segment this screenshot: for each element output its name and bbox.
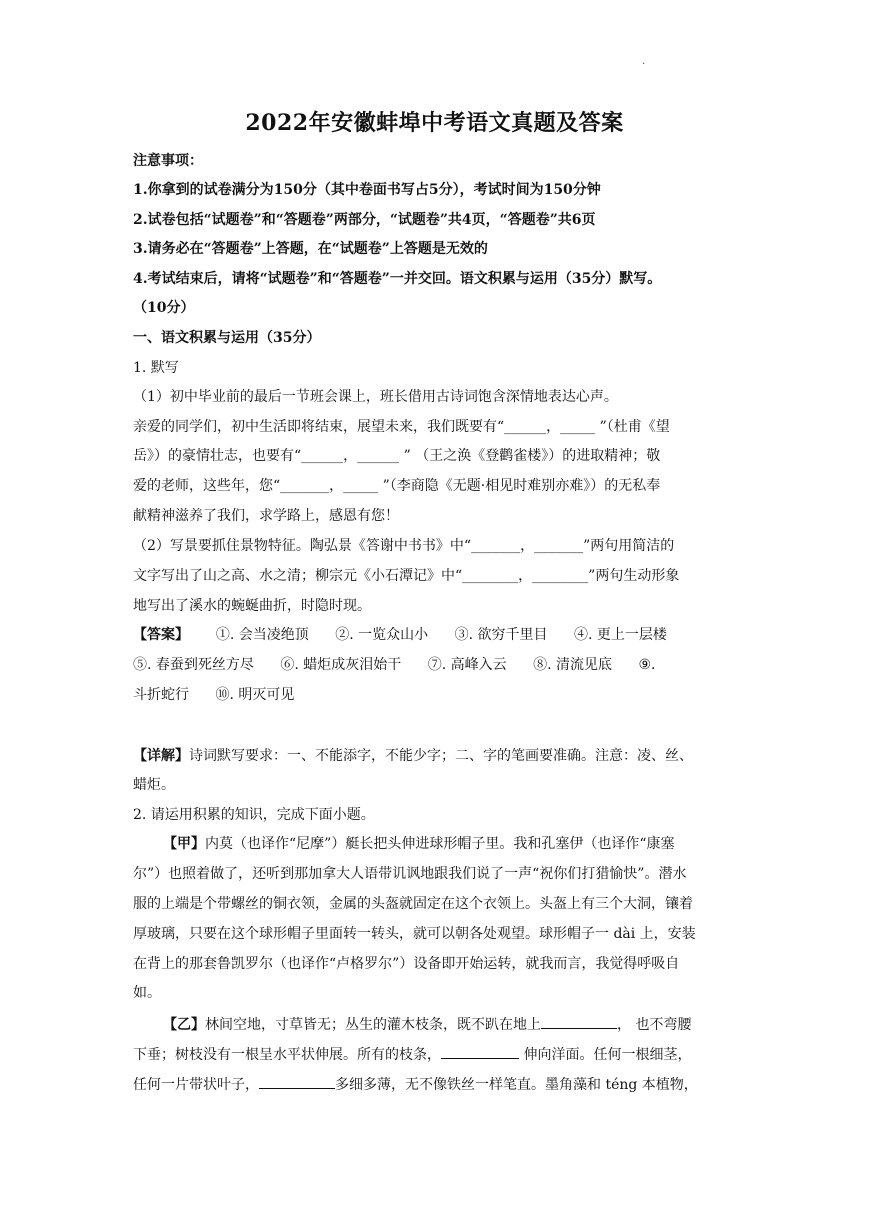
question-1-text-line: 爱的老师，这些年，您“_______，_____ ”（李商隐《无题·相见时难别亦难》）的无私奉: [133, 478, 661, 494]
section-heading: 一、语文积累与运用（35分）: [133, 330, 321, 346]
question-1-text-line: 地写出了溪水的蜿蜒曲折，时隐时现。: [133, 598, 371, 614]
passage-yi-text: 下垂；树枝没有一根呈水平状伸展。所有的枝条，: [133, 1047, 441, 1063]
answer-item: ⑦. 高峰入云: [427, 657, 507, 673]
notes-heading: 注意事项：: [133, 153, 203, 169]
question-1-text-line: （2）写景要抓住景物特征。陶弘景《答谢中书书》中“_______，_______”两句用简洁的: [133, 538, 675, 554]
passage-yi-text: 多细多薄，无不像铁丝一样笔直。墨角藻和 téng 本植物，: [335, 1077, 698, 1093]
jia-tag: 【甲】: [163, 836, 205, 852]
note-item-3: 3.请务必在“答题卷”上答题，在“试题卷”上答题是无效的: [133, 241, 488, 257]
top-mark: .: [642, 56, 646, 67]
answer-item: ⑨.: [638, 657, 656, 673]
passage-jia-line: 如。: [133, 985, 161, 1001]
answer-item: ⑩. 明灭可见: [215, 687, 295, 703]
passage-jia-line: 尔”）也照着做了，还听到那加拿大人语带讥讽地跟我们说了一声“祝你们打猎愉快”。潜水: [133, 866, 687, 882]
answer-item: ⑥. 蜡炬成灰泪始干: [280, 657, 402, 673]
passage-jia-line: 服的上端是个带螺丝的铜衣领，金属的头盔就固定在这个衣领上。头盔上有三个大洞，镶着: [133, 896, 693, 912]
answer-tag: 【答案】: [133, 627, 189, 643]
question-1-text-line: 岳》）的豪情壮志，也要有“______，______ ” （王之涣《登鹳雀楼》）的进取精神；敬: [133, 448, 661, 464]
detail-line-2: 蜡炬。: [133, 777, 175, 793]
answer-row-2: [133, 655, 677, 675]
question-1-label: 1. 默写: [133, 360, 179, 376]
passage-yi-text: 伸向洋面。任何一根细茎，: [519, 1047, 692, 1063]
answer-row-1: [133, 625, 689, 645]
passage-yi-line-1: [163, 1014, 691, 1035]
answer-item: ①. 会当凌绝顶: [215, 627, 309, 643]
fill-blank[interactable]: [259, 1074, 335, 1089]
question-1-text-line: 献精神滋养了我们，求学路上，感恩有您！: [133, 508, 399, 524]
detail-text: 诗词默写要求：一、不能添字，不能少字；二、字的笔画要准确。注意：凌、丝、: [189, 748, 693, 764]
note-item-1: 1.你拿到的试卷满分为150分（其中卷面书写占5分），考试时间为150分钟: [133, 182, 601, 198]
detail-line-1: [133, 746, 693, 766]
passage-jia-line: 在背上的那套鲁凯罗尔（也译作“卢格罗尔”）设备即开始运转，就我而言，我觉得呼吸自: [133, 956, 680, 972]
passage-yi-text: 林间空地，寸草皆无；丛生的灌木枝条，既不趴在地上: [205, 1017, 541, 1033]
yi-tag: 【乙】: [163, 1017, 205, 1033]
passage-jia-line-1: [163, 834, 674, 854]
passage-yi-text: 任何一片带状叶子，: [133, 1077, 259, 1093]
page-title: 2022年安徽蚌埠中考语文真题及答案: [245, 110, 624, 136]
note-item-2: 2.试卷包括“试题卷”和“答题卷”两部分，“试题卷”共4页，“答题卷”共6页: [133, 212, 596, 228]
question-1-text-line: 亲爱的同学们，初中生活即将结束，展望未来，我们既要有“______，_____ ”（杜甫《望: [133, 419, 670, 435]
passage-jia-text: 内莫（也译作“尼摩”）艇长把头伸进球形帽子里。我和孔塞伊（也译作“康塞: [205, 836, 675, 852]
answer-item: ⑤. 春蚕到死丝方尽: [133, 657, 254, 673]
fill-blank[interactable]: [441, 1044, 519, 1059]
passage-yi-text: ， 也不弯腰: [617, 1017, 692, 1033]
answer-row-3: [133, 685, 316, 705]
detail-tag: 【详解】: [133, 748, 189, 764]
question-2-label: 2. 请运用积累的知识，完成下面小题。: [133, 807, 375, 823]
passage-yi-line-3: [133, 1074, 698, 1095]
note-item-5: （10分）: [133, 300, 195, 316]
answer-item: ④. 更上一层楼: [573, 627, 667, 643]
passage-jia-line: 厚玻璃，只要在这个球形帽子里面转一转头，就可以朝各处观望。球形帽子一 dài 上，安装: [133, 926, 696, 942]
answer-item: ⑧. 清流见底: [533, 657, 612, 673]
answer-item: ③. 欲穷千里目: [454, 627, 548, 643]
answer-item: ②. 一览众山小: [335, 627, 429, 643]
answer-item: 斗折蛇行: [133, 687, 189, 703]
question-1-text-line: 文字写出了山之高、水之清；柳宗元《小石潭记》中“________，________”两句生动形象: [133, 568, 680, 584]
note-item-4: 4.考试结束后，请将“试题卷”和“答题卷”一并交回。语文积累与运用（35分）默写。: [133, 271, 662, 287]
fill-blank[interactable]: [541, 1014, 617, 1029]
question-1-part-1-intro: （1）初中毕业前的最后一节班会课上，班长借用古诗词饱含深情地表达心声。: [133, 389, 618, 405]
passage-yi-line-2: [133, 1044, 691, 1065]
